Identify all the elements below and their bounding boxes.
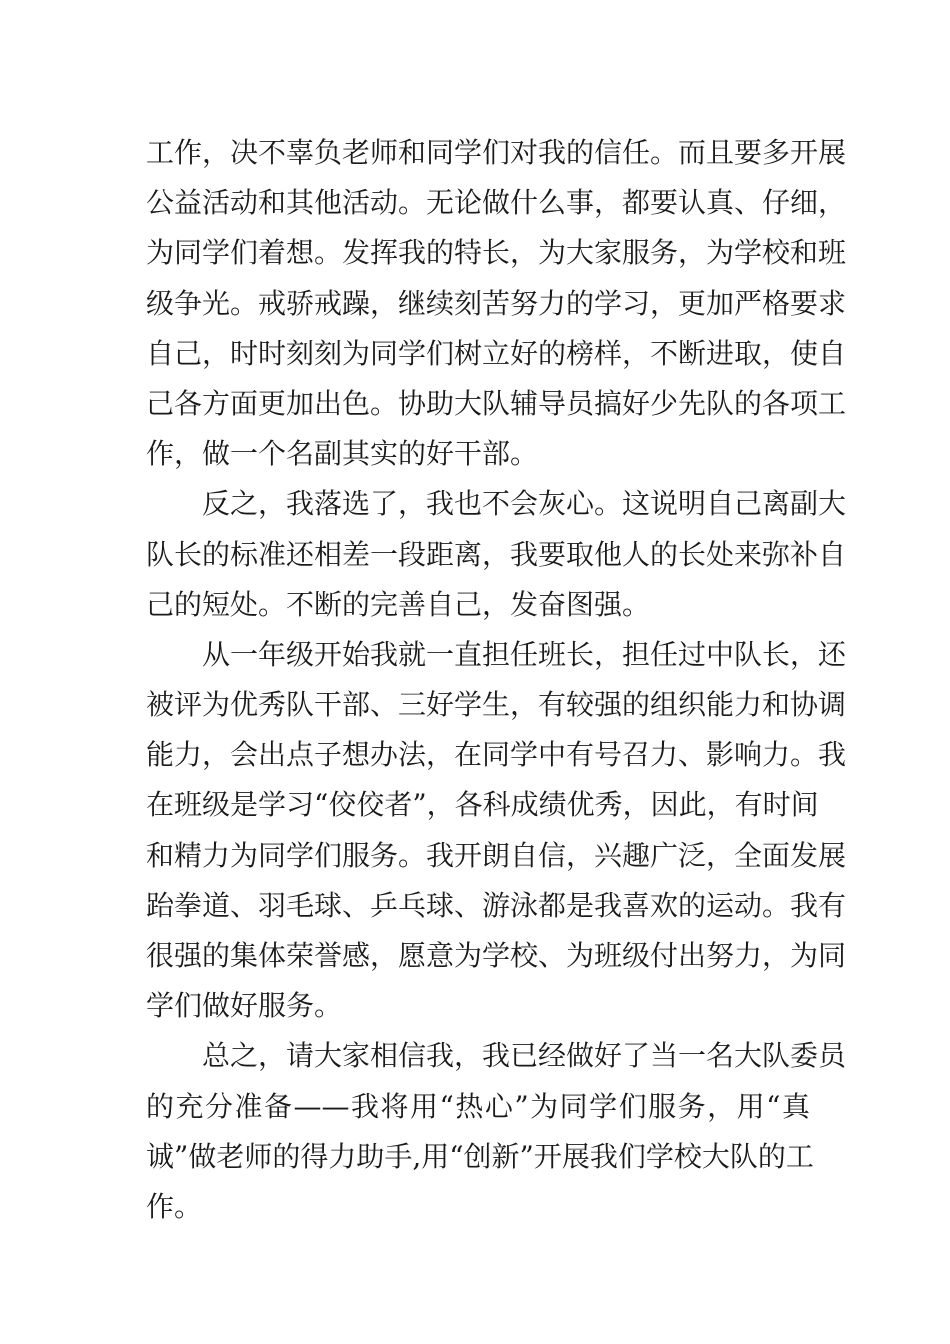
text-line: 级争光。戒骄戒躁，继续刻苦努力的学习，更加严格要求 bbox=[146, 286, 847, 320]
text-line: 工作，决不辜负老师和同学们对我的信任。而且要多开展 bbox=[146, 136, 847, 169]
text-line: 和精力为同学们服务。我开朗自信，兴趣广泛，全面发展 bbox=[146, 838, 847, 872]
text-line: 很强的集体荣誉感，愿意为学校、为班级付出努力，为同 bbox=[146, 939, 847, 972]
text-line: 诚”做老师的得力助手,用“创新”开展我们学校大队的工 bbox=[146, 1139, 814, 1173]
text-line: 被评为优秀队干部、三好学生，有较强的组织能力和协调 bbox=[146, 688, 847, 722]
paragraph-3 bbox=[146, 630, 847, 1032]
text-line: 的充分准备——我将用“热心”为同学们服务，用“真 bbox=[146, 1089, 810, 1123]
text-line: 学们做好服务。 bbox=[146, 989, 343, 1023]
text-line: 自己，时时刻刻为同学们树立好的榜样，不断进取，使自 bbox=[146, 336, 847, 370]
text-line: 队长的标准还相差一段距离，我要取他人的长处来弥补自 bbox=[146, 537, 847, 571]
paragraph-2 bbox=[146, 479, 847, 630]
text-line: 公益活动和其他活动。无论做什么事，都要认真、仔细， bbox=[146, 186, 847, 220]
paragraph-4 bbox=[146, 1031, 847, 1232]
text-line: 反之，我落选了，我也不会灰心。这说明自己离副大 bbox=[202, 487, 847, 521]
text-line: 能力，会出点子想办法，在同学中有号召力、影响力。我 bbox=[146, 738, 847, 772]
paragraph-1 bbox=[146, 128, 847, 479]
text-line: 为同学们着想。发挥我的特长，为大家服务，为学校和班 bbox=[146, 236, 847, 270]
text-line: 己的短处。不断的完善自己，发奋图强。 bbox=[146, 587, 651, 621]
text-line: 作。 bbox=[146, 1189, 203, 1223]
text-line: 己各方面更加出色。协助大队辅导员搞好少先队的各项工 bbox=[146, 386, 847, 420]
text-line: 从一年级开始我就一直担任班长，担任过中队长，还 bbox=[202, 637, 847, 671]
text-line: 作，做一个名副其实的好干部。 bbox=[146, 437, 539, 471]
text-line: 在班级是学习“佼佼者”，各科成绩优秀，因此，有时间 bbox=[146, 788, 819, 822]
text-line: 跆拳道、羽毛球、乒乓球、游泳都是我喜欢的运动。我有 bbox=[146, 888, 847, 922]
document-body bbox=[146, 128, 847, 1232]
text-line: 总之，请大家相信我，我已经做好了当一名大队委员 bbox=[202, 1039, 847, 1073]
